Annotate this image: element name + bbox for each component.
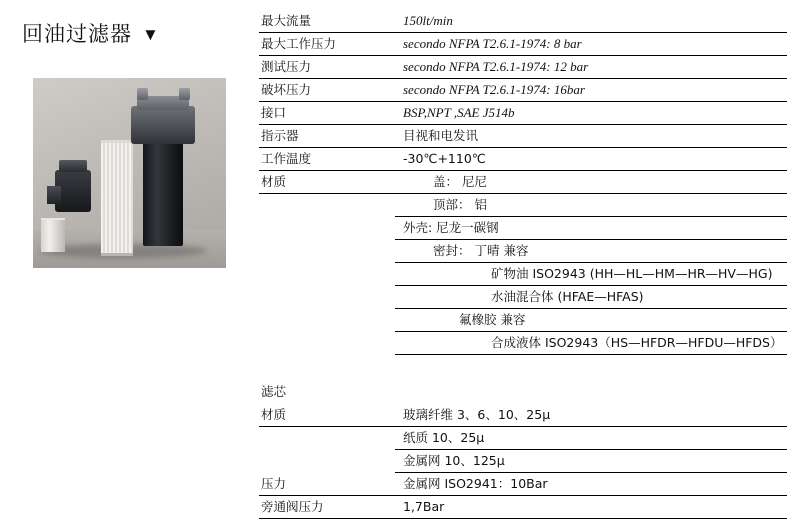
section-gap xyxy=(259,355,787,381)
spec-label xyxy=(259,286,395,309)
spec-label: 旁通阀压力 xyxy=(259,496,395,519)
spec-value: 目视和电发讯 xyxy=(395,125,787,148)
filter-stud-right-photo-part xyxy=(179,88,190,100)
spec-label: 最大工作压力 xyxy=(259,33,395,56)
table-row xyxy=(259,286,787,309)
table-row xyxy=(259,79,787,102)
spec-value: BSP,NPT ,SAE J514b xyxy=(395,102,787,125)
spec-value: -30℃+110℃ xyxy=(395,148,787,171)
triangle-down-icon: ▼ xyxy=(142,24,159,44)
spec-value: secondo NFPA T2.6.1-1974: 16bar xyxy=(395,79,787,102)
section-heading-row xyxy=(259,381,787,404)
spec-label xyxy=(259,194,395,217)
spec-value: 矿物油 ISO2943 (HH—HL—HM—HR—HV—HG) xyxy=(395,263,787,286)
table-row xyxy=(259,148,787,171)
spec-label xyxy=(259,427,395,450)
table-row xyxy=(259,263,787,286)
table-row xyxy=(259,33,787,56)
page-title-text: 回油过滤器 xyxy=(22,22,132,46)
filter-stud-left-photo-part xyxy=(137,88,148,100)
specification-table xyxy=(259,10,787,519)
table-row xyxy=(259,10,787,33)
spec-value: 玻璃纤维 3、6、10、25μ xyxy=(395,404,787,427)
spec-label: 接口 xyxy=(259,102,395,125)
table-row xyxy=(259,56,787,79)
product-photo xyxy=(33,78,226,268)
filter-head-photo-part xyxy=(131,106,195,144)
left-column xyxy=(0,0,252,532)
spec-label xyxy=(259,450,395,473)
spec-value: 密封： 丁晴 兼容 xyxy=(395,240,787,263)
spec-label xyxy=(259,240,395,263)
spec-label: 最大流量 xyxy=(259,10,395,33)
valve-top-photo-part xyxy=(59,160,87,172)
filter-housing-photo-part xyxy=(143,140,183,246)
filter-element-photo-part xyxy=(101,140,133,256)
spec-label xyxy=(259,263,395,286)
spec-label: 材质 xyxy=(259,404,395,427)
table-row xyxy=(259,171,787,194)
spec-value: 顶部： 铝 xyxy=(395,194,787,217)
small-cup-photo-part xyxy=(41,218,65,252)
spec-value: secondo NFPA T2.6.1-1974: 8 bar xyxy=(395,33,787,56)
table-row xyxy=(259,473,787,496)
spec-label: 指示器 xyxy=(259,125,395,148)
spec-value: 氟橡胶 兼容 xyxy=(395,309,787,332)
table-row xyxy=(259,217,787,240)
spec-label: 测试压力 xyxy=(259,56,395,79)
table-row xyxy=(259,404,787,427)
spec-value: 水油混合体 (HFAE—HFAS) xyxy=(395,286,787,309)
spec-label xyxy=(259,217,395,240)
table-row xyxy=(259,102,787,125)
valve-stem-photo-part xyxy=(47,186,61,204)
spec-label: 压力 xyxy=(259,473,395,496)
spec-label xyxy=(259,309,395,332)
spec-value: 1,7Bar xyxy=(395,496,787,519)
table-row xyxy=(259,496,787,519)
spec-label xyxy=(259,332,395,355)
spec-value: 盖： 尼尼 xyxy=(395,171,787,194)
spec-value: 外壳: 尼龙一碳钢 xyxy=(395,217,787,240)
table-row xyxy=(259,427,787,450)
table-row xyxy=(259,332,787,355)
page-title xyxy=(22,18,159,48)
table-row xyxy=(259,194,787,217)
spec-value: 150lt/min xyxy=(395,10,787,33)
spec-value: 金属网 ISO2941：10Bar xyxy=(395,473,787,496)
spec-label: 工作温度 xyxy=(259,148,395,171)
spec-label: 破坏压力 xyxy=(259,79,395,102)
spec-value: 纸质 10、25μ xyxy=(395,427,787,450)
table-row xyxy=(259,125,787,148)
spec-label: 材质 xyxy=(259,171,395,194)
spec-value: 金属网 10、125μ xyxy=(395,450,787,473)
spec-value: secondo NFPA T2.6.1-1974: 12 bar xyxy=(395,56,787,79)
table-row xyxy=(259,240,787,263)
table-row xyxy=(259,450,787,473)
table-row xyxy=(259,309,787,332)
spec-value: 合成液体 ISO2943（HS—HFDR—HFDU—HFDS） xyxy=(395,332,787,355)
section-heading: 滤芯 xyxy=(261,384,287,399)
